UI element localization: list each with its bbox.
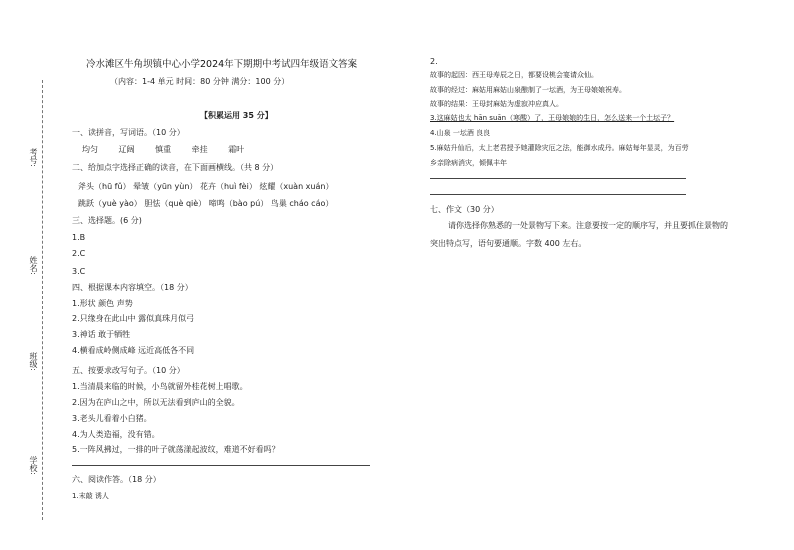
answer-line (72, 465, 370, 466)
binding-line (42, 80, 43, 520)
answer-line (430, 178, 686, 179)
page-title: 冷水滩区牛角坝镇中心小学2024年下期期中考试四年级语文答案 (86, 59, 358, 70)
q2-row1: 斧头（hū fǔ） 晕皱（yūn yùn） 花卉（huì fèi） 炫耀（xuàn xuán） (78, 182, 334, 191)
q6-answer-1: 1.末敲 诱人 (72, 492, 109, 500)
q6-title: 六、阅读作答。（18 分） (72, 475, 161, 484)
q4-answer-4: 4.横看成岭侧成峰 远近高低各不同 (72, 346, 195, 355)
q1-word: 辽阔 (118, 145, 135, 154)
r-q5-answer-2: 乡亲除病消灾，倾佩丰年 (430, 159, 507, 167)
r-q3-answer: 3.这麻姑也太 hān suān（寒酸）了，王母娘娘的生日，怎么送来一个土坛子？ (430, 114, 675, 122)
q5-title: 五、按要求改写句子。（10 分） (72, 366, 185, 375)
q1-title: 一、读拼音，写词语。（10 分） (72, 128, 185, 137)
story-end: 故事的结果：王母封麻姑为虚寂冲应真人。 (430, 100, 563, 108)
r-q4-answer: 4.山泉 一坛酒 良良 (430, 129, 491, 137)
q5-answer-4: 4.为人类造福，没有错。 (72, 430, 160, 439)
r-q5-answer-1: 5.麻姑升仙后，太上老君授予她灌除灾厄之法，能御水成丹。麻姑每年显灵，为百劳 (430, 144, 689, 152)
name-label: 姓名: (29, 256, 38, 275)
story-middle: 故事的经过：麻姑用麻姑山泉酿制了一坛酒，为王母娘娘祝寿。 (430, 86, 626, 94)
q1-word: 慎重 (155, 145, 172, 154)
class-label: 班级: (29, 352, 38, 371)
q2-row2: 跳跃（yuè yào） 胆怯（què qiè） 啼鸣（bào pú） 鸟巢 cháo cáo） (78, 199, 334, 208)
q4-answer-1: 1.形状 颜色 声势 (72, 299, 133, 308)
exam-meta: （内容：1-4 单元 时间：80 分钟 满分：100 分） (110, 77, 290, 86)
q3-title: 三、选择题。(6 分) (72, 216, 142, 225)
q3-answer-3: 3.C (72, 267, 86, 276)
q3-answer-1: 1.B (72, 233, 86, 242)
school-label: 学校: (29, 456, 38, 475)
answer-line (430, 194, 686, 195)
q3-answer-2: 2.C (72, 249, 86, 258)
q1-word: 霜叶 (228, 145, 245, 154)
q5-answer-2: 2.因为在庐山之中，所以无法看到庐山的全貌。 (72, 398, 240, 407)
story-start: 故事的起因：西王母寿辰之日，都要设桃会宴请众仙。 (430, 71, 598, 79)
q2-title: 二、给加点字选择正确的读音，在下面画横线。（共 8 分） (72, 163, 279, 172)
q1-word: 牵挂 (191, 145, 208, 154)
section-head: 【积累运用 35 分】 (200, 111, 273, 120)
q7-body-1: 请你选择你熟悉的一处景物写下来。注意要按一定的顺序写，并且要抓住景物的 (448, 221, 728, 230)
q4-title: 四、根据课本内容填空。（18 分） (72, 283, 193, 292)
q4-answer-2: 2.只缘身在此山中 露似真珠月似弓 (72, 314, 195, 323)
q5-answer-1: 1.当清晨来临的时候，小鸟就留外桂花树上唱歌。 (72, 382, 248, 391)
q7-title: 七、作文（30 分） (430, 205, 499, 214)
q5-answer-5: 5.一阵风拂过，一排的叶子就荡漾起波纹，难道不好看吗？ (72, 445, 280, 454)
q1-word: 均匀 (82, 145, 98, 154)
q4-answer-3: 3.神话 敢于牺牲 (72, 330, 131, 339)
q1-answers (82, 144, 244, 155)
exam-no-label: 考号: (29, 148, 38, 167)
q5-answer-3: 3.老头儿看着小白猪。 (72, 414, 152, 423)
q7-body-2: 突出特点写，语句要通顺。字数 400 左右。 (430, 239, 587, 248)
r-q2-label: 2. (430, 57, 438, 66)
